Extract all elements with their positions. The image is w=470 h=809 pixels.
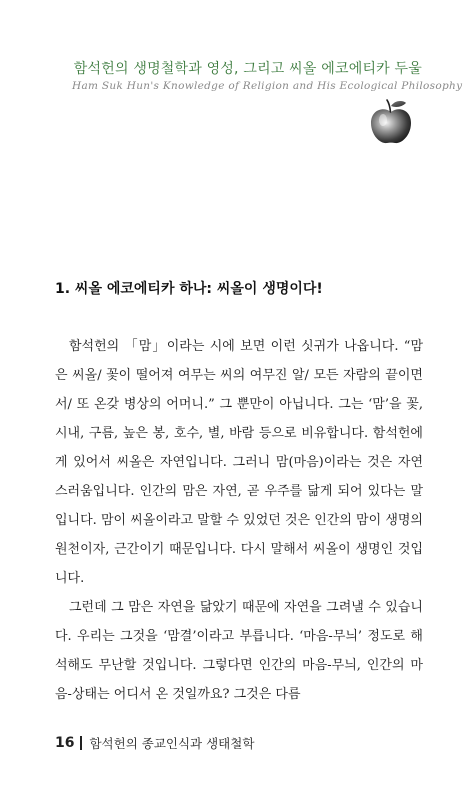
footer-book-title: 함석헌의 종교인식과 생태철학: [89, 736, 255, 751]
footer-divider: [80, 736, 82, 750]
paragraph: 그런데 그 맘은 자연을 닮았기 때문에 자연을 그려낼 수 있습니다. 우리는 그것을 ‘맘결’이라고 부릅니다. ‘마음-무늬’ 정도로 해석해도 무난할 것입니다. 그렇다면 인간의 마음-무늬, 인간의 마음-상태는 어디서 온 것일까요? 그것은 다름: [55, 600, 423, 702]
running-header-title: 함석헌의 생명철학과 영성, 그리고 씨올 에코에티카 두울: [73, 61, 422, 77]
running-header-subtitle: Ham Suk Hun's Knowledge of Religion and His Ecological Philosophy: [72, 80, 463, 92]
page-footer: [55, 734, 254, 752]
apple-icon: [366, 98, 416, 146]
section-heading: 1. 씨올 에코에티카 하나: 씨올이 생명이다!: [55, 281, 323, 297]
paragraph: 함석헌의 「맘」이라는 시에 보면 이런 싯귀가 나옵니다. “맘은 씨올/ 꽃이 떨어져 여무는 씨의 여무진 알/ 모든 자람의 끝이면서/ 또 온갖 병상의 어머니.” 그 뿐만이 아닙니다. 그는 ‘맘’을 꽃, 시내, 구름, 높은 봉, 호수, 별, 바람 등으로 비유합니다. 함석헌에게 있어서 씨올은 자연입니다. 그러니 맘(마음)이라는 것은 자연스러움입니다. 인간의 맘은 자연, 곧 우주를 닮게 되어 있다는 말입니다. 맘이 씨올이라고 말할 수 있었던 것은 인간의 맘이 생명의 원천이자, 근간이기 때문입니다. 다시 말해서 씨올이 생명인 것입니다.: [55, 339, 423, 586]
body-text: [55, 332, 423, 709]
page-number: 16: [55, 735, 75, 751]
